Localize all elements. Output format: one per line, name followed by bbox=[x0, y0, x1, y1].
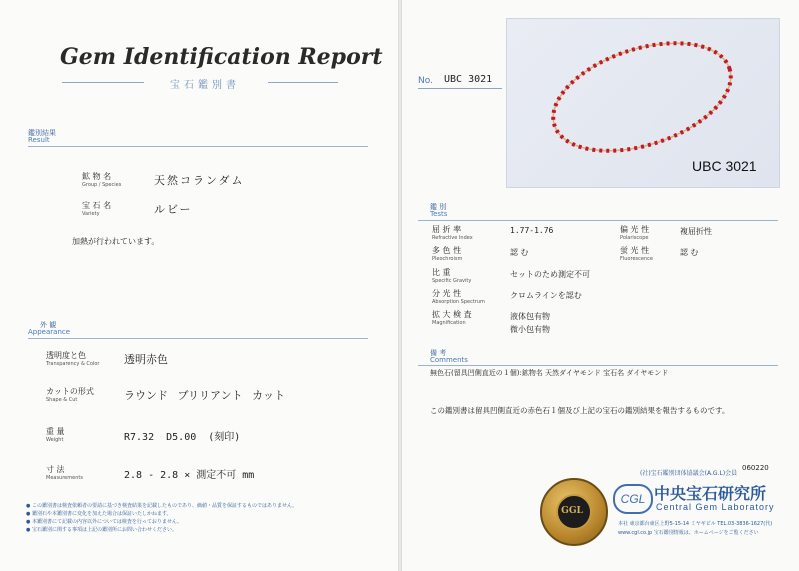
report-subtitle: 宝石鑑別書 bbox=[170, 80, 240, 91]
cut-label: カットの形式 bbox=[46, 387, 94, 396]
sg-value: セットのため測定不可 bbox=[510, 270, 590, 279]
cgl-logo-icon: CGL bbox=[613, 484, 653, 514]
lab-website: www.cgl.co.jp 宝石鑑別情報は、ホームページをご覧ください bbox=[618, 530, 759, 536]
cut-value: ラウンド ブリリアント カット bbox=[124, 389, 286, 402]
comments-line: 無色石(留具凹側直近の１個):鉱物名 天然ダイヤモンド 宝石名 ダイヤモンド bbox=[430, 369, 669, 377]
transparency-value: 透明赤色 bbox=[124, 353, 168, 366]
transparency-label: 透明度と色 bbox=[46, 351, 86, 360]
polariscope-value: 複屈折性 bbox=[680, 227, 712, 236]
magnification-value-2: 微小包有物 bbox=[510, 325, 550, 334]
magnification-label-en: Magnification bbox=[432, 320, 466, 326]
transparency-label-en: Transparency & Color bbox=[46, 361, 100, 367]
measurements-label: 寸 法 bbox=[46, 465, 65, 474]
footnote: ● 本鑑別書にて記載の内容以外については検査を行っておりません。 bbox=[26, 519, 183, 525]
footnote: ● 鑑別石や本鑑別書に変化を加えた場合は保証いたしかねます。 bbox=[26, 511, 172, 517]
report-title: Gem Identification Report bbox=[60, 44, 383, 70]
spectrum-label-en: Absorption Spectrum bbox=[432, 299, 485, 305]
comments-section-en: Comments bbox=[430, 356, 468, 364]
variety-label: 宝 石 名 bbox=[82, 201, 112, 210]
measurements-value: 2.8 - 2.8 × 測定不可 mm bbox=[124, 470, 255, 481]
comments-statement: この鑑別書は留具凹側直近の赤色石１個及び上記の宝石の鑑別結果を報告するものです。 bbox=[430, 406, 730, 415]
spectrum-value: クロムラインを認む bbox=[510, 291, 582, 300]
result-rule bbox=[28, 146, 368, 147]
comments-rule bbox=[418, 365, 778, 366]
species-label-en: Group / Species bbox=[82, 182, 122, 188]
weight-value: R7.32 D5.00 (刻印) bbox=[124, 432, 241, 443]
report-number-label: No. bbox=[418, 76, 433, 86]
lab-name-en: Central Gem Laboratory bbox=[656, 502, 775, 512]
lab-name-jp: 中央宝石研究所 bbox=[654, 484, 767, 503]
comments-section-jp: 備 考 bbox=[430, 349, 447, 357]
result-section-en: Result bbox=[28, 136, 50, 144]
variety-label-en: Variety bbox=[82, 211, 100, 217]
lab-address: 本社 東京都台東区上野5-15-14 ミヤギビル TEL.03-3836-1627(代) bbox=[618, 521, 773, 527]
photo-caption: UBC 3021 bbox=[692, 158, 757, 174]
fluorescence-value: 認 む bbox=[680, 248, 699, 257]
tests-rule bbox=[418, 220, 778, 221]
magnification-label: 拡 大 検 査 bbox=[432, 310, 472, 319]
ri-label-en: Refractive Index bbox=[432, 235, 473, 241]
cut-label-en: Shape & Cut bbox=[46, 397, 78, 403]
page-spine bbox=[398, 0, 402, 571]
pleochroism-value: 認 む bbox=[510, 248, 529, 257]
association-text: (社)宝石鑑別団体協議会(A.G.L)会員 bbox=[640, 470, 738, 477]
document-code: 060220 bbox=[742, 464, 769, 472]
weight-label-en: Weight bbox=[46, 437, 64, 443]
appearance-section-jp: 外 観 bbox=[40, 321, 57, 329]
weight-label: 重 量 bbox=[46, 427, 65, 436]
report-number: UBC 3021 bbox=[444, 74, 493, 85]
pleochroism-label: 多 色 性 bbox=[432, 246, 462, 255]
footnote: ● 宝石鑑別に関する事項は上記の鑑別所にお問い合わせください。 bbox=[26, 527, 177, 533]
ri-value: 1.77-1.76 bbox=[510, 226, 554, 235]
variety-value: ルビー bbox=[154, 203, 193, 216]
fluorescence-label: 蛍 光 性 bbox=[620, 246, 650, 255]
treatment-note: 加熱が行われています。 bbox=[72, 237, 160, 246]
footnote: ● この鑑別書は検査依頼者の要請に基づき検査結果を記載したものであり、価値・品質を保証するものではありません。 bbox=[26, 503, 298, 509]
tests-section-en: Tests bbox=[430, 210, 448, 218]
sg-label-en: Specific Gravity bbox=[432, 278, 472, 284]
result-section-jp: 鑑別結果 bbox=[28, 129, 56, 137]
seal-logo: GGL bbox=[561, 506, 583, 516]
appearance-section-en: Appearance bbox=[28, 328, 71, 336]
species-label: 鉱 物 名 bbox=[82, 172, 112, 181]
tests-section-jp: 鑑 別 bbox=[430, 203, 447, 211]
report-number-rule bbox=[418, 88, 502, 89]
measurements-label-en: Measurements bbox=[46, 475, 83, 481]
species-value: 天然コランダム bbox=[154, 174, 245, 187]
spectrum-label: 分 光 性 bbox=[432, 289, 462, 298]
polariscope-label: 偏 光 性 bbox=[620, 225, 650, 234]
fluorescence-label-en: Fluorescence bbox=[620, 256, 653, 262]
magnification-value-1: 液体包有物 bbox=[510, 312, 550, 321]
pleochroism-label-en: Pleochroism bbox=[432, 256, 463, 262]
polariscope-label-en: Polariscope bbox=[620, 235, 649, 241]
sg-label: 比 重 bbox=[432, 268, 451, 277]
appearance-rule bbox=[28, 338, 368, 339]
ri-label: 屈 折 率 bbox=[432, 225, 462, 234]
